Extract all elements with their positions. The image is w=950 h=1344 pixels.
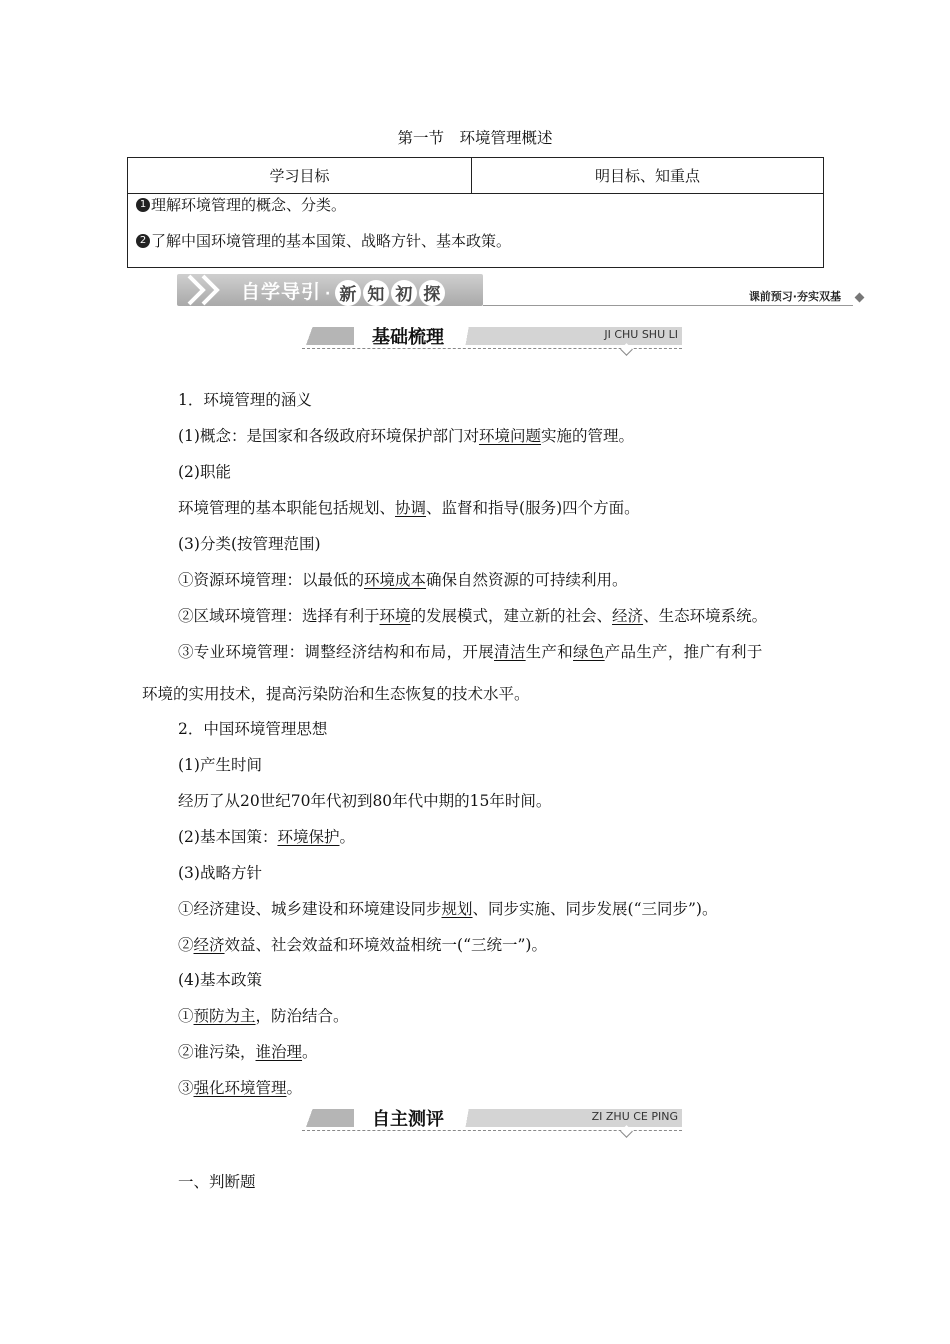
text-segment: ① [178,1007,194,1025]
header-stripe-left [302,1109,354,1127]
goals-header-right: 明目标、知重点 [594,167,700,185]
goals-table-header [128,158,823,194]
text-line [178,861,262,883]
text-segment: 、生态环境系统。 [643,607,768,625]
goal-text: 了解中国环境管理的基本国策、战略方针、基本政策。 [151,232,512,250]
underlined-answer: 环境成本 [364,571,427,589]
diamond-icon [855,293,865,303]
underlined-answer: 经济 [193,936,225,954]
text-segment: (3)分类(按管理范围) [178,535,321,553]
chevron-down-icon [620,343,633,356]
underlined-answer: 预防为主 [193,1007,256,1025]
text-segment: (3)战略方针 [178,864,262,882]
text-line [178,532,321,554]
text-line [178,753,262,775]
banner-subtitle: 课前预习·夯实双基 [748,290,841,303]
text-segment: 生产和 [525,643,574,661]
section-label: 基础梳理 [372,327,444,348]
text-line [142,682,530,704]
banner-rule [483,305,853,306]
text-segment: ①资源环境管理：以最低的 [178,571,365,589]
page-title: 第一节 环境管理概述 [397,129,553,147]
goal-number-badge: 2 [136,234,150,248]
text-segment: 实施的管理。 [540,427,634,445]
underlined-answer: 绿色 [573,643,605,661]
underlined-answer: 协调 [395,499,427,517]
text-segment: ③ [178,1079,194,1097]
header-stripe-left [302,327,354,345]
banner-title [241,277,447,306]
banner-bar [177,274,483,306]
text-segment: 效益、社会效益和环境效益相统一(“三统一”)。 [224,936,547,954]
text-segment: (4)基本政策 [178,971,262,989]
text-segment: 、监督和指导(服务)四个方面。 [426,499,640,517]
text-segment: ③专业环境管理：调整经济结构和布局，开展 [178,643,495,661]
text-segment: ①经济建设、城乡建设和环境建设同步 [178,900,442,918]
underlined-answer: 强化环境管理 [193,1079,287,1097]
text-segment: 。 [286,1079,303,1097]
text-segment: ②区域环境管理：选择有利于 [178,607,380,625]
text-segment: 的发展模式，建立新的社会、 [410,607,613,625]
section-english-label: JI CHU SHU LI [604,328,678,341]
goal-item [136,230,511,251]
text-line [178,1004,349,1026]
banner-left-text: 自学导引 [241,281,322,303]
underlined-answer: 谁治理 [255,1043,303,1061]
text-line [178,789,551,811]
underlined-answer: 环境 [379,607,411,625]
section-english-label: ZI ZHU CE PING [591,1110,678,1123]
text-line [178,717,327,739]
banner-circled-char: 探 [419,280,445,306]
goals-header-left: 学习目标 [128,158,472,193]
text-segment: 。 [302,1043,318,1061]
text-segment: 、同步实施、同步发展(“三同步”)。 [472,900,718,918]
text-line [178,604,767,626]
chevron-down-icon [620,1125,633,1138]
text-line [178,897,717,919]
goal-text: 理解环境管理的概念、分类。 [151,196,347,214]
text-segment: 经历了从20世纪70年代初到80年代中期的15年时间。 [178,792,552,810]
text-line [178,388,312,410]
learning-goals-table [127,157,824,268]
text-segment: 一、判断题 [178,1173,256,1191]
text-line [178,568,628,590]
text-segment: ② [178,936,194,954]
text-segment: 环境管理的基本职能包括规划、 [178,499,396,517]
text-segment: ，防治结合。 [255,1007,349,1025]
text-segment: ②谁污染， [178,1043,256,1061]
text-line [178,496,640,518]
text-segment: 。 [339,828,355,846]
text-line [178,933,547,955]
section-label: 自主测评 [372,1109,444,1130]
underlined-answer: 经济 [612,607,644,625]
underlined-answer: 环境问题 [478,427,541,445]
text-line [178,1040,318,1062]
text-line [178,968,262,990]
banner-circled-char: 新 [335,280,361,306]
text-segment: (2)基本国策： [178,828,278,846]
text-line [178,640,804,662]
goal-item [136,194,346,215]
text-segment: 1．环境管理的涵义 [178,391,312,409]
double-chevron-icon [183,274,239,306]
banner-circled-char: 初 [391,280,417,306]
text-line [178,1076,302,1098]
text-segment: (1)产生时间 [178,756,262,774]
banner-circled-char: 知 [363,280,389,306]
text-line [178,825,355,847]
underlined-answer: 清洁 [494,643,526,661]
underlined-answer: 规划 [441,900,473,918]
text-segment: (2)职能 [178,463,231,481]
text-segment: (1)概念：是国家和各级政府环境保护部门对 [178,427,479,445]
goal-number-badge: 1 [136,198,150,212]
text-segment: 2．中国环境管理思想 [178,720,328,738]
text-line [178,424,634,446]
banner-dot: · [325,286,332,302]
section-header-self-test [302,1106,682,1134]
section-header-basics [302,324,682,352]
text-segment: 产品生产，推广有利于 [604,643,763,661]
text-segment: 确保自然资源的可持续利用。 [426,571,628,589]
text-line [178,1170,256,1192]
text-segment: 环境的实用技术，提高污染防治和生态恢复的技术水平。 [142,685,530,703]
text-line [178,460,231,482]
chapter-banner [177,274,867,310]
underlined-answer: 环境保护 [277,828,340,846]
